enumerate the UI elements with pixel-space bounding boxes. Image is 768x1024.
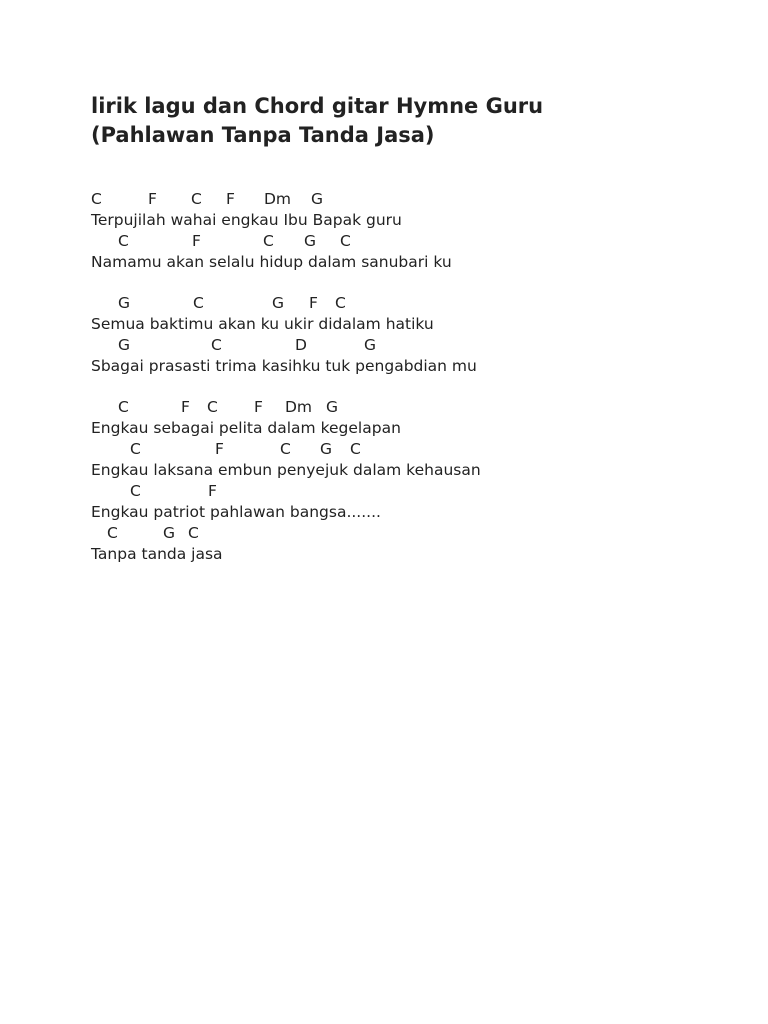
chord: D: [295, 336, 307, 354]
chord: C: [340, 232, 351, 250]
chord: C: [130, 440, 141, 458]
chord-line: [91, 397, 481, 418]
song-title: [91, 92, 543, 150]
chord: C: [193, 294, 204, 312]
chord: Dm: [264, 190, 292, 208]
chord: G: [118, 294, 131, 312]
chord-line: [91, 293, 481, 314]
chord: C: [191, 190, 202, 208]
chord: F: [192, 232, 201, 250]
lyric-line: Semua baktimu akan ku ukir didalam hatiku: [91, 315, 434, 333]
stanza-gap: [91, 377, 481, 397]
lyric-line: Sbagai prasasti trima kasihku tuk pengabdian mu: [91, 357, 477, 375]
chord: C: [130, 482, 141, 500]
chord: G: [163, 524, 176, 542]
chord: C: [335, 294, 346, 312]
chord: G: [118, 336, 131, 354]
title-line-1: lirik lagu dan Chord gitar Hymne Guru: [91, 94, 544, 118]
chord: F: [148, 190, 157, 208]
chord-line: [91, 439, 481, 460]
chord: G: [272, 294, 285, 312]
chord-line: [91, 335, 481, 356]
lyric-line: Tanpa tanda jasa: [91, 545, 223, 563]
lyric-line: Namamu akan selalu hidup dalam sanubari ku: [91, 253, 452, 271]
chord: F: [226, 190, 235, 208]
chord-line: [91, 523, 481, 544]
lyric-line: Engkau patriot pahlawan bangsa.......: [91, 503, 381, 521]
lyric-line: Terpujilah wahai engkau Ibu Bapak guru: [91, 211, 402, 229]
chord: F: [181, 398, 190, 416]
chord: C: [118, 232, 129, 250]
chord: C: [263, 232, 274, 250]
chord-line: [91, 231, 481, 252]
chord: C: [188, 524, 199, 542]
lyric-line: Engkau sebagai pelita dalam kegelapan: [91, 419, 401, 437]
chord: G: [311, 190, 324, 208]
song-lyrics: [91, 189, 481, 565]
lyric-line: Engkau laksana embun penyejuk dalam kehausan: [91, 461, 481, 479]
chord: C: [350, 440, 361, 458]
chord: C: [211, 336, 222, 354]
stanza-gap: [91, 273, 481, 293]
chord: C: [207, 398, 218, 416]
chord: C: [118, 398, 129, 416]
chord: F: [254, 398, 263, 416]
chord: F: [309, 294, 318, 312]
chord: C: [107, 524, 118, 542]
chord: Dm: [285, 398, 313, 416]
chord: C: [91, 190, 102, 208]
chord: G: [326, 398, 339, 416]
chord: G: [304, 232, 317, 250]
chord: G: [320, 440, 333, 458]
chord: C: [280, 440, 291, 458]
chord-line: [91, 481, 481, 502]
title-line-2: (Pahlawan Tanpa Tanda Jasa): [91, 123, 435, 147]
chord-line: [91, 189, 481, 210]
chord: G: [364, 336, 377, 354]
chord: F: [215, 440, 224, 458]
chord: F: [208, 482, 217, 500]
